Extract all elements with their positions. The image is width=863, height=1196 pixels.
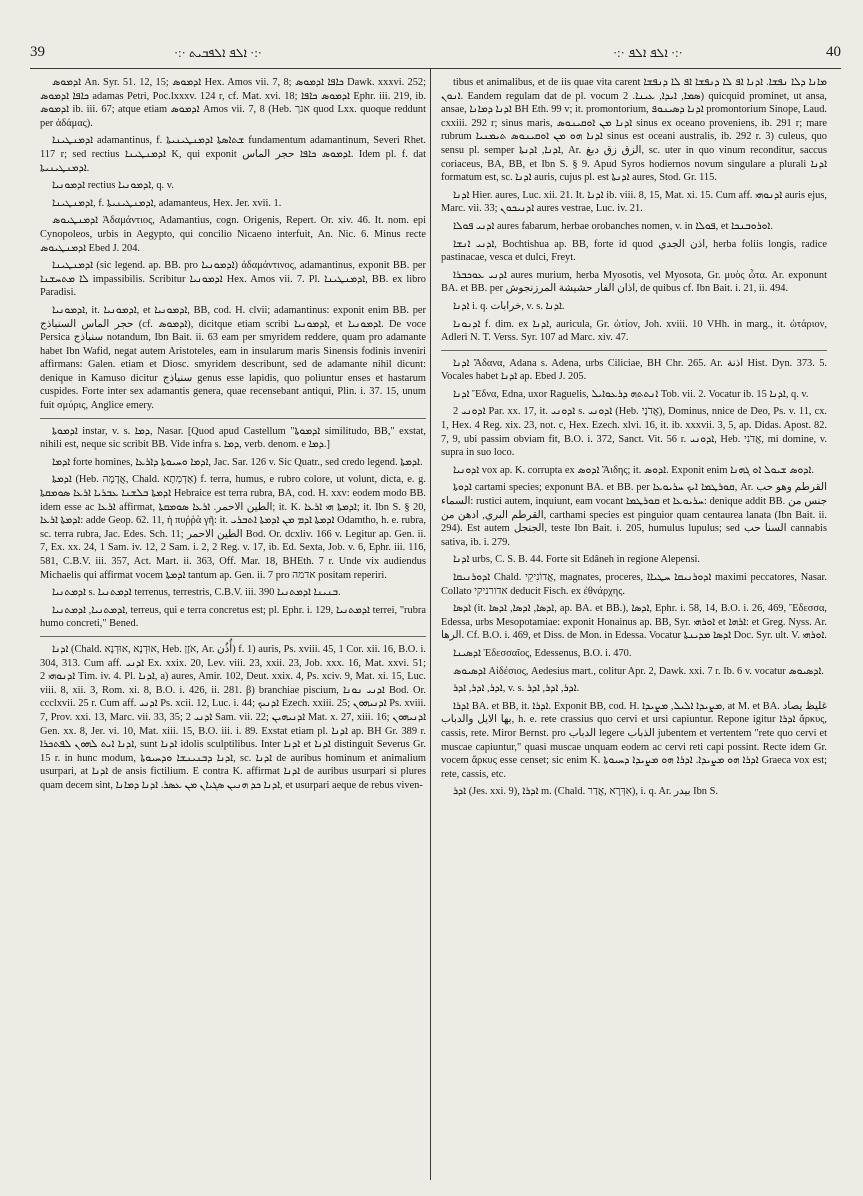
entry-divider	[441, 350, 827, 351]
entry: ܐܕܢܐ Hier. aures, Luc. xii. 21. It. ܐܕܢܐ ib. viii. 8, 15, Mat. xi. 15. Cum aff. ܐܕܢܘܗܝ auris ejus, Marc. vii. 33; ܐܕܢܝܟܘܢ aures vestrae, Luc. iv. 21.	[441, 189, 827, 215]
entry: ܐܕܪ, ܐܕܪ, ܐܕܪ, v. s. ܐܕܪ, ܐܕܪ, ܐܕܪ.	[453, 683, 580, 695]
entry: ܐܕܢܘܢܐ f. dim. ex ܐܕܢܐ, auricula, Gr. ὠτίον, Joh. xviii. 10 VHh. in marg., it. ὠτάριον, Adleri N. T. Verss. Syr. 107 ad Marc. xiv. 47.	[441, 318, 827, 344]
entry: ܐܕܘܪܢܝܩܐ Chald. אֲדוֹנִיקֵי, magnates, proceres, ܐܕܘܪܢܝܩܐ ܚܛܝܐܐ maximi peccatores, Nasar. Collato אדורניקי deducit Fisch. ex ἐθνάρχης.	[441, 572, 827, 597]
entry: ܐܕܢܝ ܥܘܟܒܪܐ aures murium, herba Myosotis, vel Myosota, Gr. μυὸς ὦτα. Ar. exponunt BA. et BB. per اذان الفار حشيشة المرزنجوش, de quibus cf. Ibn Bait. i. 21, ii. 494.	[441, 269, 827, 295]
left-page-number: 39	[30, 44, 45, 60]
entry: ܐܕܘܬܐ cartami species; exponunt BA. et BB. per ܩܘܪܛܡܐ ܐܝܟ ܚܪܝܘܥܐ, Ar. القرطم وهو حب السماء: rustici autem, inquiunt, eam vocant ܩܘܪܛܡܐ et ܚܪܝܘܥܐ: denique addit BB. جنس من القرطم البري, ادهن من, carthami species est pinguior quam centaurea lanata (Ibn Bait. ii. 294). Est autem الجنجل, teste Ibn Bait. i. 205, humulus lupulus; sed السنا حب cannabis sativa, ib. i. 279.	[441, 482, 827, 548]
left-running-head: ·:· ܐܠܦ ܐܠܦܒܝܬ ·:·	[174, 46, 262, 60]
entry: tibus et animalibus, et de iis quae vita carent ܡܐܢܐ ܕܠܐ ܢܦܫܐ. ܐܕܢܐ ܐܦ ܠܐ ܕܢܦܫܐ ܐܦ ܠܐ ܕܢܦܫܐ ܐܢܘܢ. Eandem regulam dat de pl. vocum ܣܡܐ, ܐܝܕܐ, ܥܝܢܐ. 2) quicquid prominet, ut ansa, ansae, ܐܕܢܐ ܕܡܐܢܐ BH Eth. 99 v; it. promontorium, ܐܕܢܐ ܕܣܝܢܘܦ promontorium Sinope, Laud. cxxiii. 292 r; sinus maris, ܐܕܢܐ ܡܢ ܐܘܩܝܢܘܣ sinus ex oceano proveniens, ib. 291 r; mare rubrum ܐܕܢܐ ܗܘ ܡܢ ܐܘܩܝܢܘܣ ܬܝܡܢܝܐ sinus est oceani australis, ib. 292 r. 3) culeus, quo sensu pl. semper ܐܕܢܐ, ܐܕܢܬܐ, Ar. الزق زق دبغ, sc. uter in quo vinum reconditur, saccus coriaceus, BA, BB, et Ibn S. § 9. Apud Syros hodiernos novum singulare a plurali ܐܕܢܐ formatum est, sc. ܐܕܢܐ auris, cujus pl. est ܐܕܢܬܐ aures, Stod. Gr. 115.	[441, 77, 827, 184]
entry: ܐܕܡܐ forte homines, ܐܕܡܐ ܘܚܝܘܬܐ ܕܐܪܥܐ, Jac. Sar. 126 v. Sic Quatr., sed credo legend. ܐܕܡܬܐ.	[52, 456, 423, 468]
entry: ܐܕܘܢܝܐ vox ap. K. corrupta ex ܐܕܘܣ Ἅιδης; it. ܐܕܘܣ. Exponit enim ܐܕܘܣ ܫܝܘܠ ܐܘ ܓܗܢܐ.	[453, 464, 814, 476]
right-running-head: ·:· ܐܠܦ ܐܠܦ ·:·	[613, 46, 683, 60]
entry: ܐܕܡܢܛܝܢܐ (sic legend. ap. BB. pro ܐܕܡܘܢܝܐ) ἀδαμάντινος, adamantinus, exponit BB. per ܠܐ ܡܬܚܫܢܐ impassibilis. Scribitur ܐܕܡܘܢܝܐ Hex. Amos vii. 7. Pl. ܐܕܡܢܛܝܢܐ, BB. ex libro Paradisi.	[40, 260, 426, 299]
column-divider	[430, 68, 431, 1180]
entry: ܐܕܣܝܘܣ Αἰδέσιος, Aedesius mart., colitur Apr. 2, Dawk. xxi. 7 r. Ib. 6 v. vocatur ܐܕܣܝܘܣ.	[453, 665, 824, 677]
entry: ܐܕܡܢܛܝܘܣ Ἀδαμάντιος, Adamantius, cogn. Origenis, Repert. Or. xiv. 46. It. nom. epi Cynopoleos, urbis in Aegypto, qui concilio Nicaeno interfuit, An. Nic. 6. Minus recte ܐܕܡܢܛܝܘܣ Ebed J. 204.	[40, 215, 426, 254]
right-page-number: 40	[826, 44, 841, 60]
entry: ܐܕܘܢܝ 2 Par. xx. 17, it. ܐܕܘܢܝ s. ܐܕܘܢܝ (Heb. אֲדֹנָי), Dominus, nnice de Deo, Ps. v. 11, cx. 1, Hex. 4 Reg. xix. 23, not. c, Hex. Ezech. xlvi. 16, it. ib. xxxvii. 3, 5, ap. Didas. Apost. 82. 7, 9, ubi passim obviam fit, B.O. i. 372, Sanct. Vit. 56 r. ܐܕܘܢܝ, Heb. אֲדֹנִי, mi domine, v. supra in suo loco.	[441, 406, 827, 459]
entry: ܐܕܢܐ Ἔδνα, Edna, uxor Raguelis, ܐܢܬܬܗ ܕܪܥܘܐܝܠ Tob. vii. 2. Vocatur ib. 15 ܐܕܢܐ, q. v.	[453, 388, 809, 400]
entry: ܐܕܡܢܛܝܢܐ adamantinus, f. ܫܬܐܣܬܐ ܐܕܡܢܛܝܢܝܬܐ fundamentum adamantinum, Severi Rhet. 117 r; sed rectius ܐܕܡܢܛܝܢܐ K, qui exponit ܐܕܡܘܣ ܟܐܦܐ حجر الماس. Idem pl. f. dat ܐܕܡܢܛܝܢܝܬܐ.	[40, 135, 426, 174]
entry: ܐܕܡܘܣ An. Syr. 51. 12, 15; ܐܕܡܘܣ Hex. Amos vii. 7, 8; ܟܐܦܐ ܐܕܡܘܣ Dawk. xxxvi. 252; ܟܐܦܐ ܐܕܡܘܣ adamas Petri, Poc.lxxxv. 124 r, cf. Mat. xvi. 18; ܐܕܡܘܣ ܟܐܦܐ Ephr. iii. 219, ib. ܐܕܡܘܣ ib. iii. 67; atque etiam ܐܕܡܘܣ Amos vii. 7, 8 (Heb. אנך quod Lxx. quoque reddunt per ἀδάμας).	[40, 77, 426, 129]
entry: ܐܕܢܐ i. q. خرابات, v. s. ܐܕܢܐ.	[453, 300, 565, 312]
entry: ܐܕܣܐ (it. ܐܕܣܐ, ܐܕܣܐ, ܐܕܣܐ, ap. BA. et BB.), ܐܕܣܐ, Ephr. i. 58, 14, B.O. i. 26, 469, Ἔδεσσα, Edessa, urbs Mesopotamiae: exponit Honainus ap. BB, Syr. ܐܘܪܗܝ et ܐܪܗܐ: et Greg. Nyss. Ar. الرها. Cf. B.O. i. 469, et Diss. de Mon. in Edessa. Vocatur ܐܕܣܐ ܡܕܝܢܬܐ Doc. Syr. ult. V. ܐܘܪܗܝ.	[441, 603, 827, 642]
entry: ܐܕܣܝܢܐ Ἐδεσσαῖος, Edessenus, B.O. i. 470.	[453, 647, 632, 659]
entry: ܐܕܡܬܐ (Heb. אֲדָמָה, Chald. אַדְמְתָא) f. terra, humus, e rubro colore, ut volunt, dicta, e. g. ܐܕܡܬܐ ܒܠܫܢܐ ܥܒܪܝܐ ܐܪܥܐ ܣܘܡܩܬܐ Hebraice est terra rubra, BA, cod. H. xxv: eodem modo BB. idem esse ac ܐܪܥܐ affirmat, الطين الاحمر. ܐܪܥܐ ܣܘܡܩܬܐ; it. K. ܐܕܡܬܐ ܗܝ ܐܪܥܐ; it. Ibn S. § 20, ܐܕܡܬܐ ܐܪܥܐ: adde Geop. 62. 11, ἡ πυῤῥὰ γῆ: it. ܐܕܡܬܐ ܐܕܡ ܡܢ ܐܕܡܬܐ ܐܬܒܪܝ Odamtho, h. e. rubra, sc. terra rubra, Jac. Edes. Sch. 11; الطين الاحمر Bod. Or. dcxliv. 166 v. Legitur ap. Gen. ii. 7, Ex. xx. 24, 1 Sam. iv. 12, 2 Sam. i. 2, 2 Reg. v. 17, ib. Ed. Sexta, Job. v. 6, Ephr. iii. 116, 581, C.B.V. iii. 357, Act. Mart. ii. 363, Off. Mar. 18, BHEth. 7 r. Unde vix audiendus Michaelis qui affirmat vocem ܐܕܡܬܐ tantum ap. Gen. ii. 7 pro אדמה positam reperiri.	[40, 474, 426, 581]
entry: ܐܕܢܝ ܦܘܠܐ aures fabarum, herbae orobanches nomen, v. in ܦܘܠܐ, et ܐܘܪܘܒܢܟܐ.	[453, 220, 773, 232]
entry: ܐܕܡܘܢܝܐ rectius ܐܕܡܘܢܝܐ, q. v.	[52, 180, 174, 192]
entry: ܐܕܪܐ BA. et BB, it. ܐܕܪܐ. Exponit BB, cod. H. ܡܨܝܕܐ ܐܠܝܠ, ܡܨܝܕܐ, at M. et BA. غليظ يصاد بها الايل والدباب, h. e. rete crassius quo cervi et ursi capiuntur. Repone igitur ܐܕܪܐ ἄρκυς, cassis, rete. Miror Bernst. pro الدباب legere الذباب jubentem et vertentem "rete quo cervi et muscae capiuntur," quasi muscae unquam eodem ac cervi reti capi possint. Recte idem Gr. vocem ἄρκυς esse censet; sic enim K. ܐܕܪܐ ܗܘ ܡܨܝܕܐ. ܐܕܪܐ ܗܘ ܡܨܝܕܐ ܕܚܝܘܬܐ Graeca vox est; rete, cassis, etc.	[441, 700, 827, 780]
left-column	[40, 76, 426, 1180]
entry: ܐܕܢܐ Ἄδανα, Adana s. Adena, urbs Ciliciae, BH Chr. 265. Ar. اذنة Hist. Dyn. 373. 5. Vocales habet ܐܕܢܐ ap. Ebed J. 205.	[441, 357, 827, 383]
entry: ܐܕܢܐ urbs, C. S. B. 44. Forte sit Edâneh in regione Alepensi.	[453, 554, 700, 566]
header-rule	[30, 68, 841, 69]
entry: ܐܕܡܬܢܝܐ s. ܐܕܡܬܢܝܐ terrenus, terrestris, C.B.V. iii. 390 ܒܢܝܢܐ ܐܕܡܬܢܝܐ.	[52, 587, 341, 599]
entry: ܐܕܪ (Jes. xxi. 9), ܐܕܪܐ m. (Chald. אִדְּרָא ,אֲדַר), i. q. Ar. بيدر Ibn S.	[453, 786, 718, 798]
entry: ܐܕܡܬܢܝܐ, ܐܕܡܬܢܝܐ, terreus, qui e terra concretus est; pl. Ephr. i. 129, ܐܕܡܬܢܝܐ terrei, "rubra humo concreti," Bened.	[40, 604, 426, 630]
entry: ܐܕܡܘܢܝܐ, it. ܐܕܡܘܢܝܐ, et ܐܕܡܘܢܝܐ, BB, cod. H. clvii; adamantinus: exponit enim BB. per حجر الماس السنباذج (cf. ܐܕܡܘܣ), dicitque etiam scribi ܐܕܡܘܢܝܐ, et ܐܕܡܘܢܝܐ. De voce Persica سنباذج notandum, Ibn Bait. ii. 63 eam per smyridem reddere, quam pro adamante habet Ibn Wafid, negat autem Aristoteles, eam in insularum maris Sinensis fodinis inveniri affirmans: Galen. etiam et Diosc. smyridem describunt, sed de adamante nihil dicunt: denique in Kamuso dicitur سنباذج genus esse lapidis, quo poliuntur enses et hastarum cuspides. Forte inter sex adamantis genera, quae recensebant antiqui, Plin. i. 37. 15, unum fuit σμύρις, Anglice emery.	[40, 304, 426, 412]
entry-divider	[40, 636, 426, 637]
entry-divider	[40, 418, 426, 419]
entry: ܐܕܢܝ ܐܢܫܐ, Bochtishua ap. BB, forte id quod اذن الجدي, herba foliis longis, radice pastinacae, vesca et dulci, Freyt.	[441, 238, 827, 264]
entry: ܐܕܡܘܬܐ instar, v. s. ܕܡܐ, Nasar. [Quod apud Castellum "ܐܕܡܘܬܐ similitudo, BB," exstat, nihili est, neque sic scribit BB. Vide infra s. ܕܡܐ, verb. denom. e ܕܡܐ.]	[40, 425, 426, 451]
entry: ܐܕܡܢܛܝܢܐ, f. ܐܕܡܢܛܝܢܝܬܐ, adamanteus, Hex. Jer. xvii. 1.	[52, 197, 282, 209]
page-header	[0, 0, 863, 70]
entry: ܐܕܢܐ (Chald. אוּדְנָא ,אוּדְנָא, Heb. אֹזֶן, Ar. أُذُن) f. 1) auris, Ps. xviii. 45, 1 Cor. xii. 16, B.O. i. 304, 313. Cum aff. ܐܕܢܝ Ex. xxix. 20, Lev. viii. 23, xxii. 23, Job. xxx. 16, Mat. xxvi. 51; ܐܕܢܘܗܝ 2 Tim. iv. 4. Pl. ܐܕܢܐ, a) aures, Amir. 102, Deut. xxix. 4, Ps. xciv. 9, Mat. xi. 15, Luc. viii. 8, xii. 3, Rom. xi. 8, B.O. i. 426, ii. 281. β) branchiae piscium, ܐܕܢܝ ܢܘܢܐ Bod. Or. ccclxvii. 25 r. Cum aff. ܐܕܢܝ Ps. xcii. 12, Luc. i. 44; ܐܕܢܝܟ Ezech. xxiii. 25; ܐܕܢܝܗܘܢ Ps. xviii. 7, Prov. xxi. 13, Marc. vii. 33, 35; ܐܕܢܝ 2 Sam. vii. 22; ܐܕܢܝܗܝܢ Mat. x. 27, xiii. 16; ܐܕܢܝܗܘܢ Gen. xx. 8, Jer. vi. 10, Mat. xiii. 15, B.O. iii. i. 89. Exstat etiam pl. ܐܕܢܐ ap. BH Gr. 389 r. ܐܕܢܐ ܐܝܬ ܠܗܘܢ ܠܦܬܟܪܐ, sunt ܐܕܢܐ idolis sculptilibus. Inter ܐܕܢܐ et ܐܕܢܐ distinguit Severus Gr. 15 r. in hunc modum, ܐܕܢܐ ܕܒܢܝܢܫܐ ܘܕܚܝܘܬܐ, sc. ܐܕܢܐ de auribus hominum et animalium usurpari, at ܐܕܢܐ de ansis fictilium. E contra K. affirmat ܐܕܢܐ de auribus usurpari si plures quam decem sint, ܐܕܢܐ ܟܕ ܗܢܝܢ ܣܓܝܐܢ ܡܢ ܥܣܪ. ܐܕܢܐ ܕܡܐܢܐ, et usurpari aeque de rebus viven-	[40, 643, 426, 791]
right-column	[441, 76, 827, 1180]
